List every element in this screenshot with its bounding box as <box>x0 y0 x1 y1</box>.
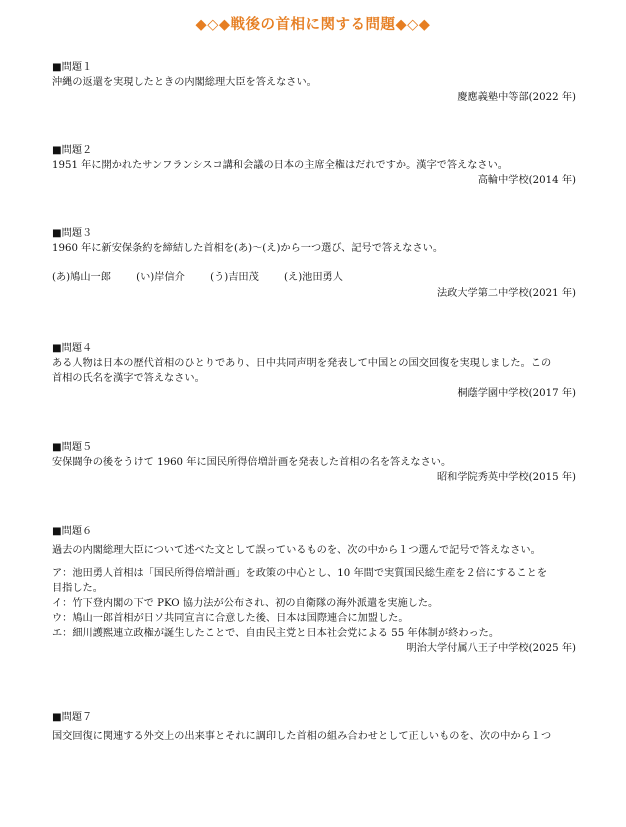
choice-a: (あ)鳩山一郎 <box>52 272 111 283</box>
page-title: ◆◇◆戦後の首相に関する問題◆◇◆ <box>195 17 431 33</box>
answer-choices <box>52 270 576 285</box>
option-a-continued: 目指した。 <box>52 583 103 594</box>
question-text: 1960 年に新安保条約を締結した首相を(あ)～(え)から一つ選び、記号で答えなさい。 <box>52 243 444 254</box>
question-6 <box>52 524 576 656</box>
question-heading: ■問題１ <box>52 62 93 73</box>
question-3 <box>52 226 576 301</box>
question-heading: ■問題４ <box>52 343 93 354</box>
question-source: 明治大学付属八王子中学校(2025 年) <box>406 643 576 654</box>
question-4 <box>52 341 576 401</box>
question-heading: ■問題３ <box>52 228 93 239</box>
question-source: 桐蔭学園中学校(2017 年) <box>457 388 576 399</box>
option-i: イ：竹下登内閣の下で PKO 協力法が公布され、初の自衛隊の海外派遣を実施した。 <box>52 598 439 609</box>
question-source: 高輪中学校(2014 年) <box>477 175 576 186</box>
question-heading: ■問題２ <box>52 145 93 156</box>
question-2 <box>52 143 576 188</box>
question-heading: ■問題７ <box>52 712 93 723</box>
question-source: 昭和学院秀英中学校(2015 年) <box>437 472 576 483</box>
question-text: 1951 年に開かれたサンフランシスコ講和会議の日本の主席全権はだれですか。漢字で答えなさい。 <box>52 160 508 171</box>
choice-i: (い)岸信介 <box>136 272 185 283</box>
option-u: ウ：鳩山一郎首相が日ソ共同宣言に合意した後、日本は国際連合に加盟した。 <box>52 613 409 624</box>
question-source: 法政大学第二中学校(2021 年) <box>437 288 576 299</box>
question-text: 過去の内閣総理大臣について述べた文として誤っているものを、次の中から１つ選んで記号で答えなさい。 <box>52 545 541 556</box>
question-7 <box>52 710 576 744</box>
question-text-line-1: ある人物は日本の歴代首相のひとりであり、日中共同声明を発表して中国との国交回復を実現しました。この <box>52 358 552 369</box>
question-source: 慶應義塾中等部(2022 年) <box>457 92 576 103</box>
question-text: 沖縄の返還を実現したときの内閣総理大臣を答えなさい。 <box>52 77 317 88</box>
question-heading: ■問題６ <box>52 526 93 537</box>
question-text-line-2: 首相の氏名を漢字で答えなさい。 <box>52 373 205 384</box>
choice-e: (え)池田勇人 <box>284 272 343 283</box>
question-5 <box>52 440 576 485</box>
question-1 <box>52 60 576 105</box>
option-e: エ：細川護熙連立政権が誕生したことで、自由民主党と日本社会党による 55 年体制が終わった。 <box>52 628 500 639</box>
question-heading: ■問題５ <box>52 442 93 453</box>
option-a: ア：池田勇人首相は「国民所得倍増計画」を政策の中心とし、10 年間で実質国民総生産を２倍にすることを <box>52 568 548 579</box>
choice-u: (う)吉田茂 <box>210 272 259 283</box>
question-text: 国交回復に関連する外交上の出来事とそれに調印した首相の組み合わせとして正しいものを、次の中から１つ <box>52 731 552 742</box>
question-text: 安保闘争の後をうけて 1960 年に国民所得倍増計画を発表した首相の名を答えなさい。 <box>52 457 452 468</box>
